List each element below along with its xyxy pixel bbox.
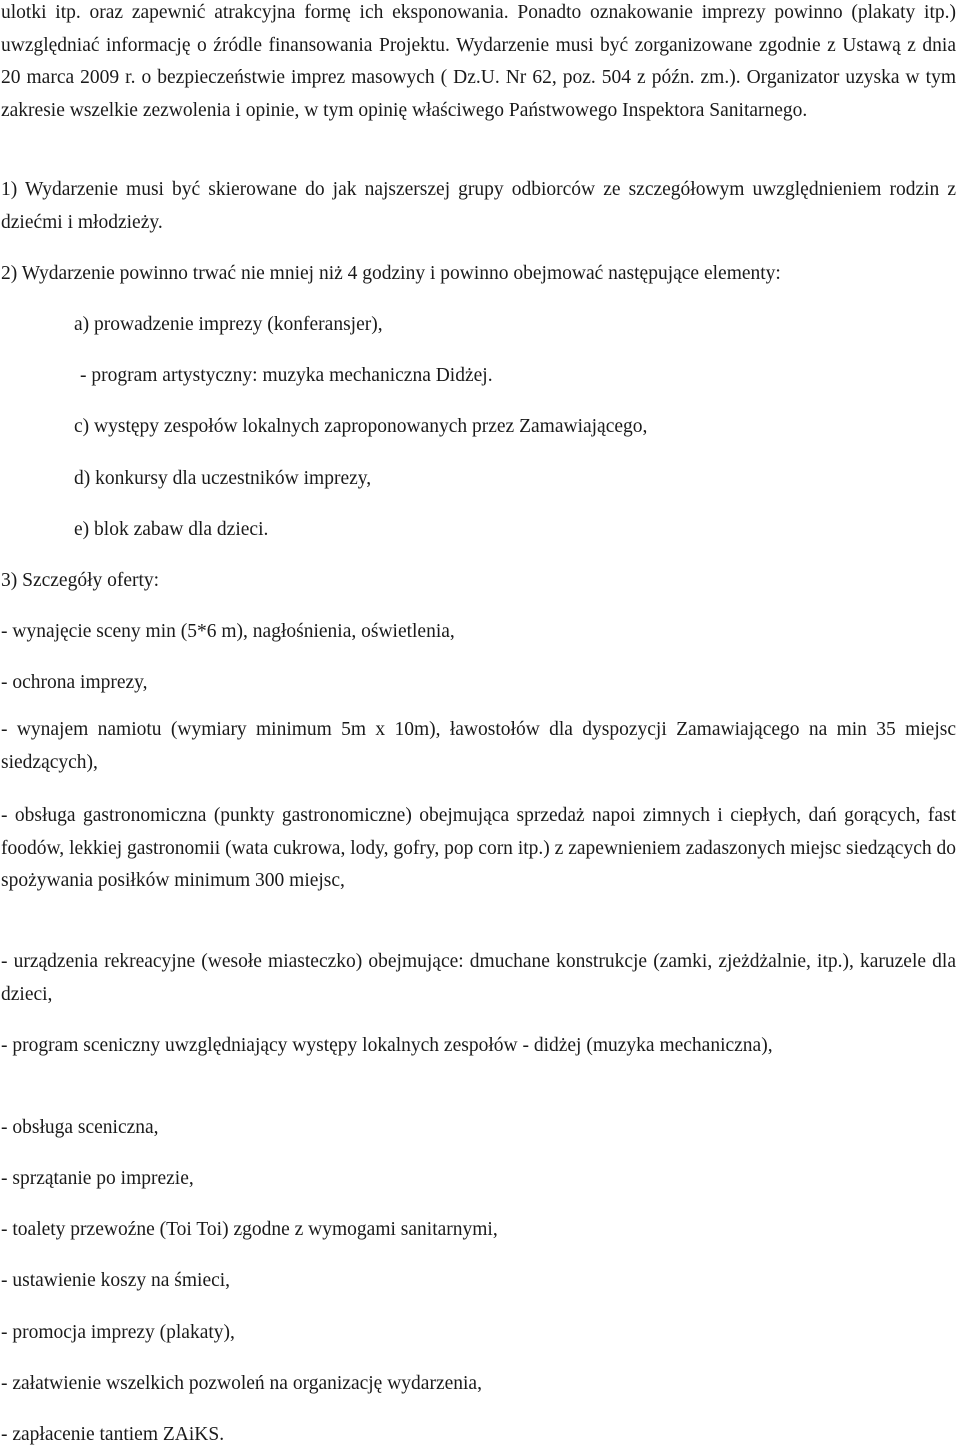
element-a: a) prowadzenie imprezy (konferansjer),: [74, 314, 383, 335]
point-3-heading: 3) Szczegóły oferty:: [1, 570, 160, 591]
offer-zaiks: - zapłacenie tantiem ZAiKS.: [1, 1424, 225, 1445]
offer-promotion: - promocja imprezy (plakaty),: [1, 1322, 235, 1343]
intro-paragraph: ulotki itp. oraz zapewnić atrakcyjna formę ich eksponowania. Ponadto oznakowanie imprezy powinno (plakaty itp.) uwzględniać informację o źródle finansowania Projektu. Wydarzenie musi być zorganizowane zgodnie z Ustawą z dnia 20 marca 2009 r. o bezpieczeństwie imprez masowych ( Dz.U. Nr 62, poz. 504 z późn. zm.). Organizator uzyska w tym zakresie wszelkie zezwolenia i opinie, w tym opinię właściwego Państwowego Inspektora Sanitarnego.: [1, 2, 956, 121]
element-b: - program artystyczny: muzyka mechaniczna Didżej.: [80, 365, 493, 386]
element-e: e) blok zabaw dla dzieci.: [74, 519, 269, 540]
offer-cleaning: - sprzątanie po imprezie,: [1, 1168, 194, 1189]
element-c: c) występy zespołów lokalnych zaproponowanych przez Zamawiającego,: [74, 416, 648, 437]
offer-tent: - wynajem namiotu (wymiary minimum 5m x 10m), ławostołów dla dyspozycji Zamawiającego na min 35 miejsc siedzących),: [1, 719, 956, 773]
offer-bins: - ustawienie koszy na śmieci,: [1, 1270, 231, 1291]
offer-security: - ochrona imprezy,: [1, 672, 148, 693]
offer-stage: - wynajęcie sceny min (5*6 m), nagłośnienia, oświetlenia,: [1, 621, 455, 642]
offer-toilets: - toalety przewoźne (Toi Toi) zgodne z wymogami sanitarnymi,: [1, 1219, 498, 1240]
offer-permits: - załatwienie wszelkich pozwoleń na organizację wydarzenia,: [1, 1373, 482, 1394]
point-2-paragraph: 2) Wydarzenie powinno trwać nie mniej niż 4 godziny i powinno obejmować następujące elementy:: [1, 263, 781, 284]
offer-recreation: - urządzenia rekreacyjne (wesołe miasteczko) obejmujące: dmuchane konstrukcje (zamki, zjeżdżalnie, itp.), karuzele dla dzieci,: [1, 951, 956, 1005]
offer-program: - program sceniczny uwzględniający występy lokalnych zespołów - didżej (muzyka mechaniczna),: [1, 1035, 773, 1056]
offer-stage-service: - obsługa sceniczna,: [1, 1117, 159, 1138]
point-1-paragraph: 1) Wydarzenie musi być skierowane do jak najszerszej grupy odbiorców ze szczegółowym uwzględnieniem rodzin z dziećmi i młodzieży.: [1, 179, 956, 233]
element-d: d) konkursy dla uczestników imprezy,: [74, 468, 372, 489]
offer-catering: - obsługa gastronomiczna (punkty gastronomiczne) obejmująca sprzedaż napoi zimnych i ciepłych, dań gorących, fast foodów, lekkiej gastronomii (wata cukrowa, lody, gofry, pop corn itp.) z zapewnieniem zadaszonych miejsc siedzących do spożywania posiłków minimum 300 miejsc,: [1, 805, 956, 891]
